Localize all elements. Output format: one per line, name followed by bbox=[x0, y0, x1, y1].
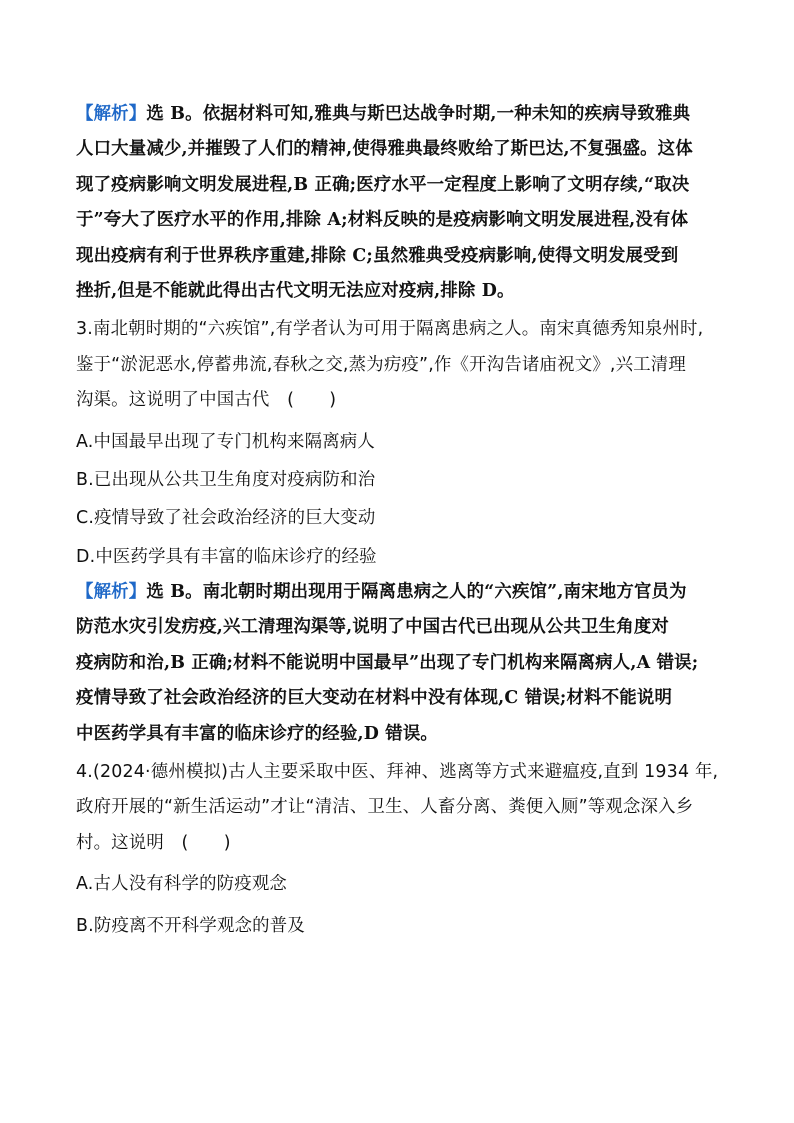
analysis-line bbox=[76, 575, 724, 610]
option-a: A.中国最早出现了专门机构来隔离病人 bbox=[76, 431, 375, 452]
option-b: B.防疫离不开科学观念的普及 bbox=[76, 915, 305, 936]
question-stem-line: 政府开展的“新生活运动”才让“清洁、卫生、人畜分离、粪便入厕”等观念深入乡 bbox=[76, 797, 694, 818]
analysis-text: 选 B。依据材料可知,雅典与斯巴达战争时期,一种未知的疾病导致雅典 bbox=[146, 104, 691, 124]
question-stem-line: 3.南北朝时期的“六疾馆”,有学者认为可用于隔离患病之人。南宋真德秀知泉州时, bbox=[76, 319, 704, 340]
question-stem-line: 村。这说明 ( ) bbox=[76, 832, 231, 853]
analysis-line: 挫折,但是不能就此得出古代文明无法应对疫病,排除 D。 bbox=[76, 280, 515, 301]
option-a: A.古人没有科学的防疫观念 bbox=[76, 874, 288, 895]
analysis-line: 人口大量减少,并摧毁了人们的精神,使得雅典最终败给了斯巴达,不复强盛。这体 bbox=[76, 139, 693, 160]
analysis-tag: 【解析】 bbox=[76, 104, 147, 124]
analysis-line: 疫情导致了社会政治经济的巨大变动在材料中没有体现,C 错误;材料不能说明 bbox=[76, 688, 673, 709]
analysis-line: 中医药学具有丰富的临床诊疗的经验,D 错误。 bbox=[76, 723, 439, 744]
question-stem-line: 4.(2024·德州模拟)古人主要采取中医、拜神、逃离等方式来避瘟疫,直到 1934 年, bbox=[76, 762, 719, 783]
analysis-line: 现了疫病影响文明发展进程,B 正确;医疗水平一定程度上影响了文明存续,“取决 bbox=[76, 174, 690, 195]
question-stem-line: 沟渠。这说明了中国古代 ( ) bbox=[76, 390, 337, 411]
analysis-line: 防范水灾引发疠疫,兴工清理沟渠等,说明了中国古代已出现从公共卫生角度对 bbox=[76, 617, 670, 638]
analysis-block-q3 bbox=[76, 575, 724, 752]
analysis-line: 于”夸大了医疗水平的作用,排除 A;材料反映的是疫病影响文明发展进程,没有体 bbox=[76, 210, 689, 231]
option-b: B.已出现从公共卫生角度对疫病防和治 bbox=[76, 469, 376, 490]
option-d: D.中医药学具有丰富的临床诊疗的经验 bbox=[76, 546, 377, 567]
question-stem-line: 鉴于“淤泥恶水,停蓄弗流,春秋之交,蒸为疠疫”,作《开沟告诸庙祝文》,兴工清理 bbox=[76, 354, 686, 375]
question-4 bbox=[76, 755, 724, 944]
analysis-line: 现出疫病有利于世界秩序重建,排除 C;虽然雅典受疫病影响,使得文明发展受到 bbox=[76, 245, 679, 266]
analysis-block-q2 bbox=[76, 97, 724, 309]
analysis-line: 疫病防和治,B 正确;材料不能说明中国最早”出现了专门机构来隔离病人,A 错误; bbox=[76, 652, 699, 673]
document-page bbox=[76, 97, 724, 944]
analysis-tag: 【解析】 bbox=[76, 582, 147, 603]
question-3 bbox=[76, 312, 724, 575]
option-c: C.疫情导致了社会政治经济的巨大变动 bbox=[76, 508, 376, 529]
analysis-text: 选 B。南北朝时期出现用于隔离患病之人的“六疾馆”,南宋地方官员为 bbox=[146, 582, 687, 603]
analysis-line bbox=[76, 97, 724, 132]
